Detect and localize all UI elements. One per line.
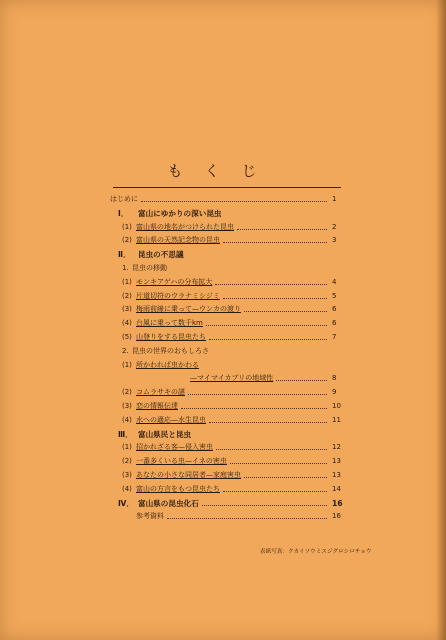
toc-label: 恋の情報伝達 (136, 401, 178, 410)
toc-number: (3) (122, 401, 132, 410)
toc-number: (2) (122, 291, 132, 300)
toc-number: Ⅲ． (118, 429, 133, 439)
toc-row (110, 262, 346, 276)
toc-dot-leader (215, 284, 327, 285)
toc-number: Ⅳ． (118, 498, 134, 508)
toc-label: 台風に乗って数千km (136, 319, 203, 328)
toc-row (110, 510, 346, 524)
toc-number: (4) (122, 319, 132, 328)
toc-row (110, 221, 346, 235)
toc-dot-leader (237, 229, 327, 230)
toc-row (110, 372, 346, 386)
toc-page-number: 13 (332, 470, 341, 479)
toc-number: (3) (122, 470, 132, 479)
toc-label: 水への適応—水生昆虫 (136, 415, 206, 424)
toc-label: 富山の方言をもつ昆虫たち (136, 484, 220, 493)
toc-page-number: 6 (332, 319, 337, 328)
toc-dot-leader (244, 477, 327, 478)
toc-number: (4) (122, 484, 132, 493)
toc-dot-leader (223, 491, 327, 492)
toc-row (110, 497, 346, 511)
toc-row (110, 414, 346, 428)
toc-page-number: 4 (332, 277, 337, 286)
toc-label: はじめに (110, 195, 138, 203)
toc-row (110, 441, 346, 455)
toc-label: 所かわれば虫かわる (136, 360, 199, 369)
page-title: もくじ (167, 162, 279, 180)
cover-photo-credit: 表紙写真：クカイソウミスジグロシロチョウ (260, 549, 372, 555)
toc-number: (2) (122, 236, 132, 245)
title-underline (113, 187, 341, 188)
toc-row (110, 317, 346, 331)
toc-dot-leader (230, 463, 327, 464)
toc-number: (1) (122, 443, 132, 452)
toc-label: 招かれざる客—侵入害虫 (136, 443, 213, 452)
toc-label: 山登りをする昆虫たち (136, 332, 206, 341)
toc-label: 梅雨前線に乗って—ウンカの渡り (136, 305, 241, 314)
toc-row (110, 290, 346, 304)
toc-page-number: 8 (332, 374, 337, 383)
table-of-contents (110, 193, 346, 524)
toc-row (110, 428, 346, 442)
toc-row (110, 248, 346, 262)
toc-row (110, 359, 346, 373)
toc-row (110, 207, 346, 221)
toc-label: 富山県の昆虫化石 (138, 498, 199, 508)
toc-dot-leader (167, 518, 327, 519)
toc-dot-leader (141, 201, 327, 202)
toc-row (110, 303, 346, 317)
toc-page-number: 11 (332, 415, 341, 424)
toc-label: —マイマイカブリの地域性 (190, 374, 274, 383)
toc-dot-leader (209, 422, 327, 423)
toc-page-number: 12 (332, 443, 341, 452)
toc-dot-leader (206, 325, 327, 326)
toc-dot-leader (202, 505, 327, 506)
toc-row (110, 483, 346, 497)
toc-page-number: 16 (332, 498, 343, 508)
toc-page-number: 9 (332, 388, 337, 397)
toc-page-number: 14 (332, 484, 341, 493)
toc-label: モンキアゲハの分布拡大 (136, 277, 213, 286)
toc-page-number: 13 (332, 457, 341, 466)
toc-row (110, 345, 346, 359)
toc-page-number: 1 (332, 195, 337, 203)
toc-row (110, 234, 346, 248)
toc-page-number: 10 (332, 401, 341, 410)
toc-label: 富山県の天然記念物の昆虫 (136, 236, 220, 245)
toc-label: 片道切符のウラナミシジミ (136, 291, 220, 300)
toc-row (110, 469, 346, 483)
toc-number: (5) (122, 332, 132, 341)
toc-label: あなたの小さな同居者—家庭害虫 (136, 470, 241, 479)
toc-row (110, 276, 346, 290)
toc-page-number: 5 (332, 291, 337, 300)
toc-row (110, 331, 346, 345)
toc-number: 1. (122, 263, 129, 272)
toc-dot-leader (244, 311, 327, 312)
toc-label: 富山県の地名がつけられた昆虫 (136, 222, 234, 231)
toc-row (110, 193, 346, 207)
toc-dot-leader (223, 242, 327, 243)
toc-page-number: 6 (332, 305, 337, 314)
toc-number: (1) (122, 360, 132, 369)
toc-label: 昆虫の不思議 (138, 250, 184, 260)
toc-number: 2. (122, 346, 129, 355)
toc-row (110, 386, 346, 400)
toc-number: (4) (122, 415, 132, 424)
toc-dot-leader (181, 408, 327, 409)
toc-number: (1) (122, 277, 132, 286)
toc-label: 富山にゆかりの深い昆虫 (138, 208, 222, 218)
toc-number: (2) (122, 388, 132, 397)
toc-page-number: 7 (332, 332, 337, 341)
toc-number: Ⅰ． (118, 208, 129, 218)
toc-page-number: 3 (332, 236, 337, 245)
toc-dot-leader (223, 298, 327, 299)
toc-label: 一番多くいる虫—イネの害虫 (136, 457, 227, 466)
toc-label: 昆虫の世界のおもしろさ (132, 346, 209, 355)
toc-number: Ⅱ． (118, 250, 131, 260)
toc-label: 参考資料 (136, 512, 164, 521)
toc-row (110, 400, 346, 414)
toc-label: コムラサキの謎 (136, 388, 185, 397)
toc-label: 富山県民と昆虫 (138, 429, 192, 439)
toc-dot-leader (209, 339, 327, 340)
toc-dot-leader (216, 449, 327, 450)
toc-number: (1) (122, 222, 132, 231)
toc-number: (3) (122, 305, 132, 314)
toc-dot-leader (276, 380, 327, 381)
toc-page-number: 16 (332, 512, 341, 521)
toc-number: (2) (122, 457, 132, 466)
toc-dot-leader (188, 394, 327, 395)
toc-page-number: 2 (332, 222, 337, 231)
toc-row (110, 455, 346, 469)
page-edge-shadow (436, 0, 446, 640)
toc-label: 昆虫の移動 (132, 263, 167, 272)
